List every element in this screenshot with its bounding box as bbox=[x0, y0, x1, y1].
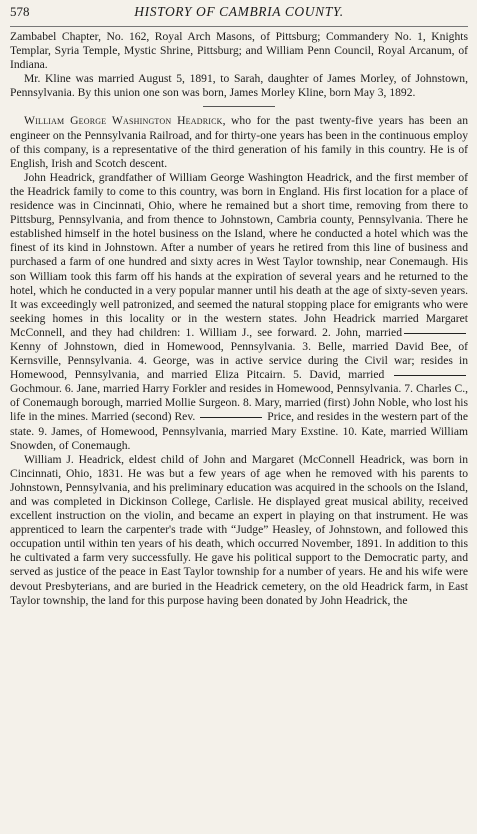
john-headrick-paragraph bbox=[10, 171, 468, 453]
headrick-intro-paragraph bbox=[10, 114, 468, 170]
page-body bbox=[10, 30, 468, 608]
john-headrick-text-c: Gochmour. 6. Jane, married Harry Forkler and resides in Homewood, Pennsylvania. 7. Charles C., of Conemaugh borough, married Mollie Surgeon. 8. Mary, married (first) John Noble, who lost his life in the mines. Married (second) Rev. bbox=[10, 382, 468, 424]
blank-name-line bbox=[394, 375, 466, 376]
john-headrick-text-b: Kenny of Johnstown, died in Homewood, Pennsylvania. 3. Belle, married David Bee, of Kernsville, Pennsylvania. 4. George, was in active service during the Civil war; resides in Homewood, Pennsylvania, and married Eliza Pitcairn. 5. David, married bbox=[10, 339, 468, 382]
william-j-headrick-paragraph: William J. Headrick, eldest child of John and Margaret (McConnell Headrick, was born in Cincinnati, Ohio, 1831. He was but a few years of age when he removed with his parents to Johnstown, Pennsylvania, and his preliminary education was acquired in the schools on the Island, and was completed in Dickinson College, Carlisle. He displayed great musical ability, received excellent instruction on the violin, and became an expert in playing on that instrument. He was apprenticed to learn the carpenter's trade with “Judge” Heasley, of Johnstown, and followed this occupation until within ten years of his death, which occurred November, 1891. In addition to this he cultivated a farm very successfully. He gave his political support to the Democratic party, and served as justice of the peace in East Taylor township for a number of years. He and his wife were devout Presbyterians, and are buried in the Headrick cemetery, on the old Headrick farm, in East Taylor township, the land for this purpose having been donated by John Headrick, the bbox=[10, 452, 468, 607]
kline-marriage-paragraph: Mr. Kline was married August 5, 1891, to Sarah, daughter of James Morley, of Johnstown, Pennsylvania. By this union one son was born, James Morley Kline, born May 3, 1892. bbox=[10, 72, 468, 100]
biography-subject-name: William George Washington Headrick bbox=[24, 114, 223, 128]
section-divider bbox=[203, 106, 275, 107]
blank-name-line bbox=[200, 417, 262, 418]
john-headrick-text-d: Price, and resides in the western part of the state. 9. James, of Homewood, Pennsylvania, married Mary Exstine. 10. Kate, married William Snowden, of Conemaugh. bbox=[10, 410, 468, 452]
running-head: HISTORY OF CAMBRIA COUNTY. bbox=[134, 4, 344, 19]
page-number: 578 bbox=[10, 4, 30, 19]
blank-name-line bbox=[404, 333, 466, 334]
kline-paragraph-continued: Zambabel Chapter, No. 162, Royal Arch Masons, of Pittsburg; Commandery No. 1, Knights Templar, Syria Temple, Mystic Shrine, Pittsburg; and William Penn Council, Royal Arcanum, of Indiana. bbox=[10, 30, 468, 72]
headrick-intro-text: , who for the past twenty-five years has been an engineer on the Pennsylvania Railroad, and for thirty-one years has been in the continuous employ of this company, is a representative of the third generation of his family in this country. He is of English, Irish and Scotch descent. bbox=[10, 114, 468, 170]
page-header bbox=[10, 4, 468, 27]
john-headrick-text-a: John Headrick, grandfather of William George Washington Headrick, and the first member of the Headrick family to come to this country, was born in England. His first location for a place of residence was in Cincinnati, Ohio, where he remained but a short time, removing from there to Pittsburg, Pennsylvania, and from thence to Johnstown, Cambria county, Pennsylvania. There he established himself in the hotel business on the Island, where he conducted a hotel which was the finest of its kind in Johnstown. After a number of years he retired from this line of business and purchased a farm of one hundred and sixty acres in West Taylor township, near Conemaugh. His son William took this farm off his hands at the expiration of several years and he returned to the hotel, which he conducted in a very popular manner until his death at the age of sixty-seven years. It was exceedingly well patronized, and seemed the natural stopping place for emigrants who were seeking homes in this locality or in the western states. John Headrick married Margaret McConnell, and they had children: 1. William J., see forward. 2. John, married bbox=[10, 170, 468, 339]
